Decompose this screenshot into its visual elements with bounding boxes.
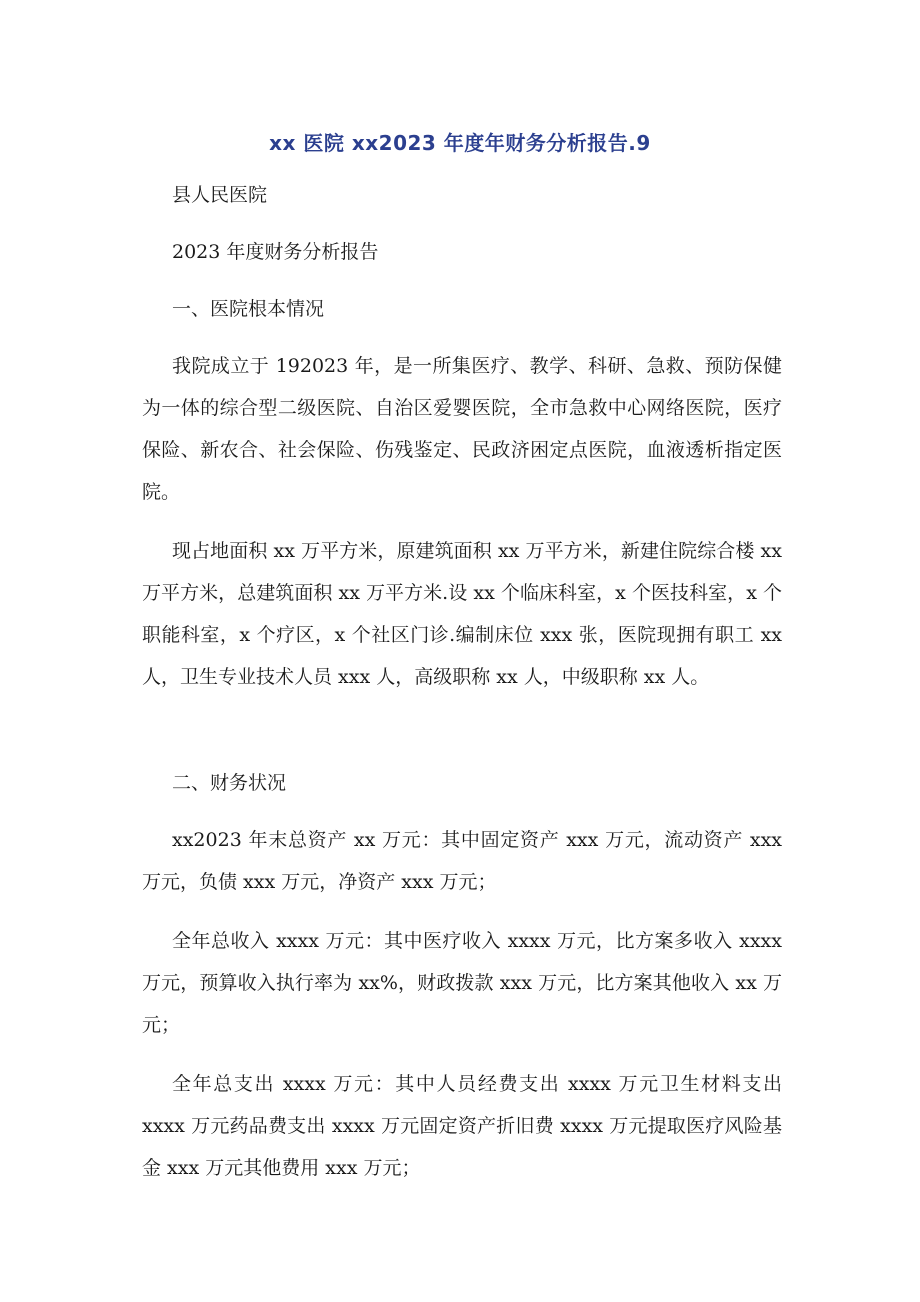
paragraph-assets: xx2023 年末总资产 xx 万元：其中固定资产 xxx 万元，流动资产 xxx 万元，负债 xxx 万元，净资产 xxx 万元； [142,829,782,893]
paragraph-hospital-overview: 我院成立于 192023 年，是一所集医疗、教学、科研、急救、预防保健为一体的综合型二级医院、自治区爱婴医院，全市急救中心网络医院，医疗保险、新农合、社会保险、伤残鉴定、民政济困定点医院，血液透析指定医院。 [142,355,782,503]
report-name: 2023 年度财务分析报告 [172,241,379,263]
paragraph-facilities-staff: 现占地面积 xx 万平方米，原建筑面积 xx 万平方米，新建住院综合楼 xx 万平方米，总建筑面积 xx 万平方米.设 xx 个临床科室，x 个医技科室，x 个职能科室，x 个疗区，x 个社区门诊.编制床位 xxx 张，医院现拥有职工 xx 人，卫生专业技术人员 xxx 人，高级职称 xx 人，中级职称 xx 人。 [142,540,782,688]
paragraph-expenditure: 全年总支出 xxxx 万元：其中人员经费支出 xxxx 万元卫生材料支出 xxxx 万元药品费支出 xxxx 万元固定资产折旧费 xxxx 万元提取医疗风险基金 xxx 万元其他费用 xxx 万元； [142,1073,782,1179]
paragraph-income: 全年总收入 xxxx 万元：其中医疗收入 xxxx 万元，比方案多收入 xxxx 万元，预算收入执行率为 xx%，财政拨款 xxx 万元，比方案其他收入 xx 万元； [142,930,782,1036]
section-heading-basic-info: 一、医院根本情况 [172,298,325,320]
document-title: xx 医院 xx2023 年度年财务分析报告.9 [269,131,651,155]
hospital-name: 县人民医院 [172,184,268,206]
section-heading-financial-status: 二、财务状况 [172,772,287,794]
